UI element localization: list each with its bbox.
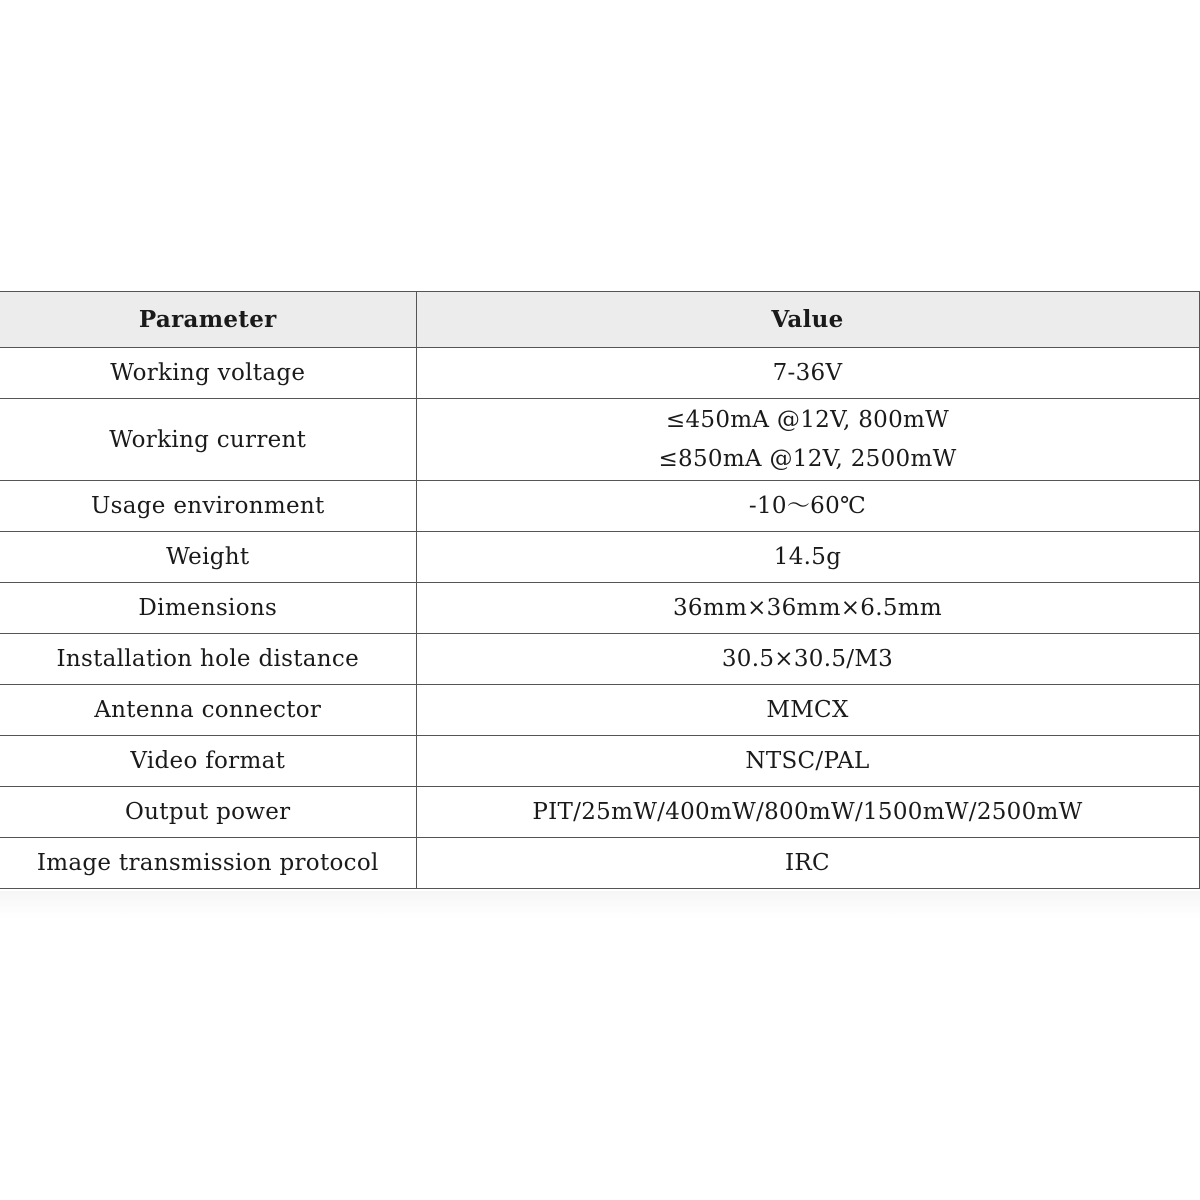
- parameter-cell: Usage environment: [0, 481, 416, 532]
- value-cell: [416, 583, 1199, 634]
- value-cell: [416, 532, 1199, 583]
- table-row: [0, 838, 1199, 889]
- parameter-cell: Dimensions: [0, 583, 416, 634]
- value-text: NTSC/PAL: [745, 747, 870, 774]
- specification-table: [0, 291, 1200, 889]
- value-text: 7-36V: [772, 359, 843, 386]
- table-row: [0, 532, 1199, 583]
- value-text: ≤850mA @12V, 2500mW: [658, 445, 957, 472]
- value-text: 36mm×36mm×6.5mm: [672, 594, 942, 621]
- table-shadow: [0, 891, 1200, 919]
- value-text: 30.5×30.5/M3: [721, 645, 894, 672]
- parameter-cell: Image transmission protocol: [0, 838, 416, 889]
- table-row: [0, 736, 1199, 787]
- parameter-cell: Installation hole distance: [0, 634, 416, 685]
- value-cell: [416, 838, 1199, 889]
- value-cell: [416, 634, 1199, 685]
- parameter-cell: Video format: [0, 736, 416, 787]
- parameter-cell: Working voltage: [0, 348, 416, 399]
- value-text: 14.5g: [773, 543, 842, 570]
- table-body: [0, 348, 1199, 889]
- parameter-cell: Antenna connector: [0, 685, 416, 736]
- value-text: ≤450mA @12V, 800mW: [665, 406, 950, 433]
- value-cell: [416, 399, 1199, 481]
- parameter-cell: Output power: [0, 787, 416, 838]
- column-header-value: Value: [416, 292, 1199, 348]
- value-text: PIT/25mW/400mW/800mW/1500mW/2500mW: [532, 798, 1083, 825]
- table-header: [0, 292, 1199, 348]
- table-row: [0, 481, 1199, 532]
- value-cell: [416, 736, 1199, 787]
- table-row: [0, 634, 1199, 685]
- value-cell: [416, 348, 1199, 399]
- value-text: MMCX: [766, 696, 849, 723]
- value-cell: [416, 481, 1199, 532]
- table-row: [0, 787, 1199, 838]
- header-row: [0, 292, 1199, 348]
- table-row: [0, 583, 1199, 634]
- value-cell: [416, 787, 1199, 838]
- table-row: [0, 399, 1199, 481]
- value-text: IRC: [785, 849, 830, 876]
- value-text: -10～60℃: [748, 492, 867, 519]
- column-header-parameter: Parameter: [0, 292, 416, 348]
- table-row: [0, 685, 1199, 736]
- value-cell: [416, 685, 1199, 736]
- table-row: [0, 348, 1199, 399]
- parameter-cell: Weight: [0, 532, 416, 583]
- parameter-cell: Working current: [0, 399, 416, 481]
